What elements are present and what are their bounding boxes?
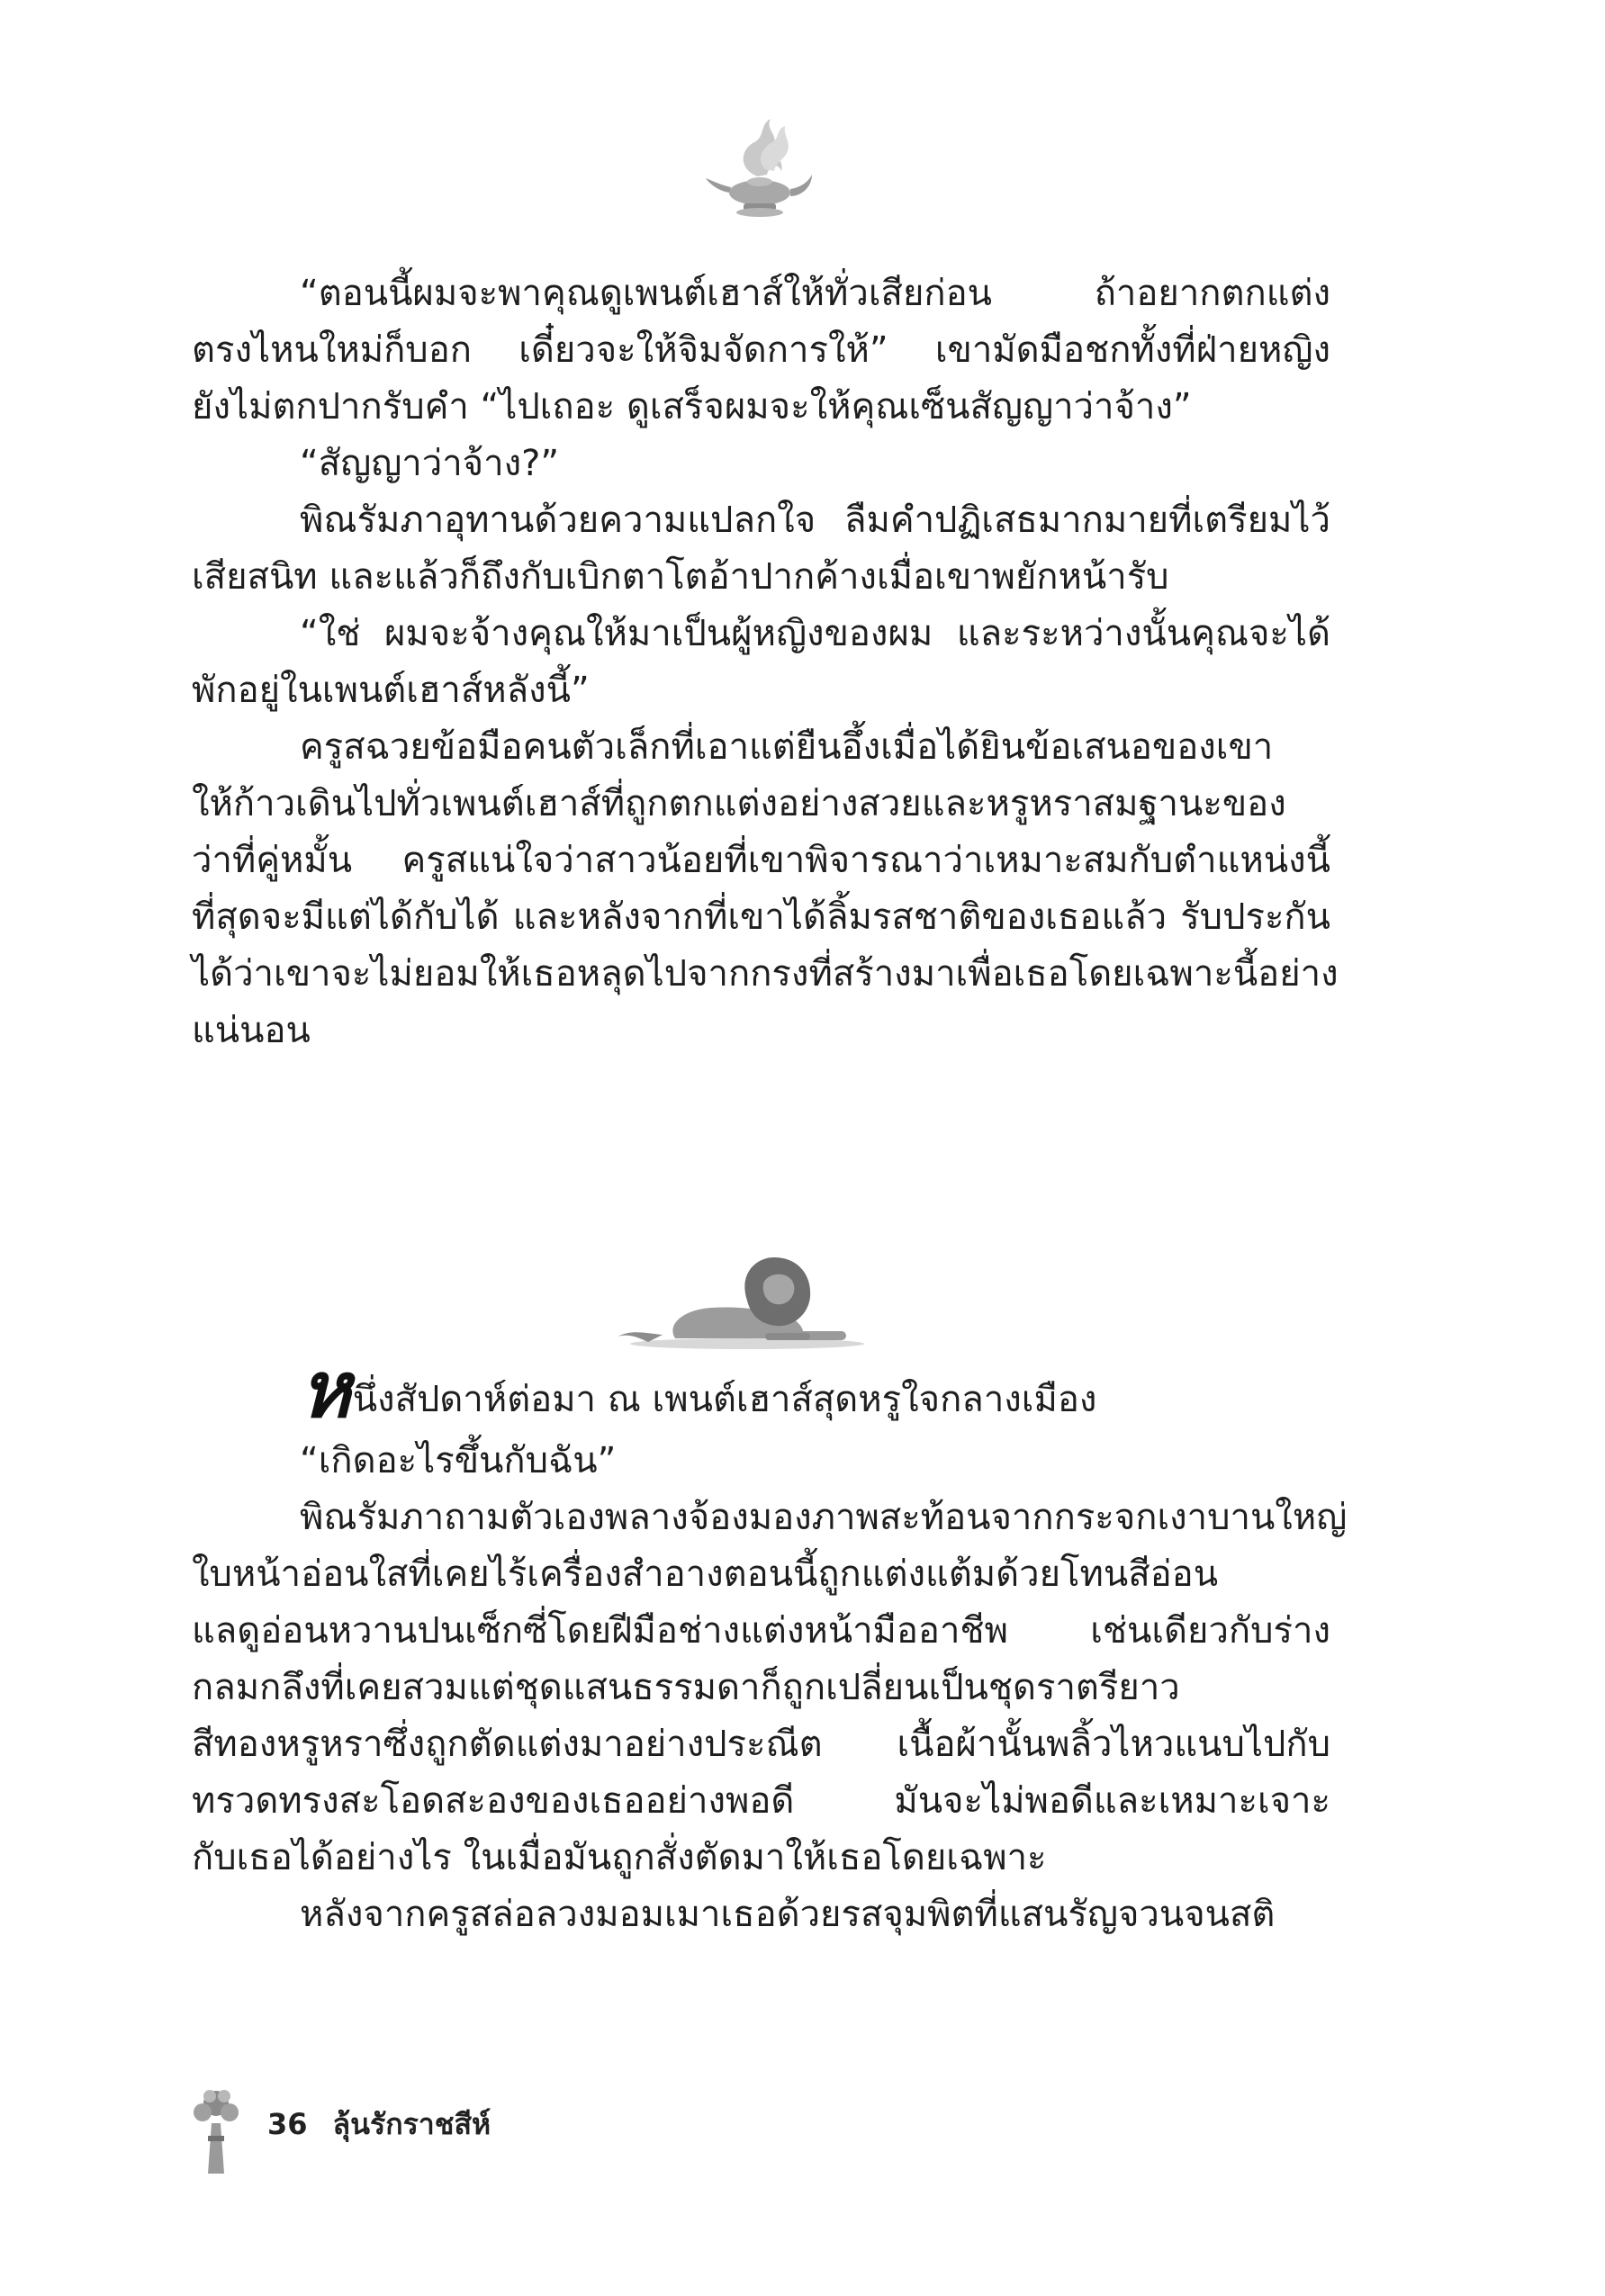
- text-block-top: [192, 266, 1339, 1059]
- page-number: 36: [267, 2107, 308, 2141]
- text-line: สีทองหรูหราซึ่งถูกตัดแต่งมาอย่างประณีต เนื้อผ้านั้นพลิ้วไหวแนบไปกับ: [192, 1724, 1330, 1765]
- text-line: แลดูอ่อนหวานปนเซ็กซี่โดยฝีมือช่างแต่งหน้ามืออาชีพ เช่นเดียวกับร่าง: [192, 1610, 1330, 1652]
- genie-lamp-icon: [702, 106, 819, 232]
- text-line: ใบหน้าอ่อนใสที่เคยไร้เครื่องสำอางตอนนี้ถูกแต่งแต้มด้วยโทนสีอ่อน: [192, 1553, 1219, 1595]
- text-line: ยังไม่ตกปากรับคำ “ไปเถอะ ดูเสร็จผมจะให้คุณเซ็นสัญญาว่าจ้าง”: [192, 386, 1192, 428]
- text-line: “สัญญาว่าจ้าง?”: [300, 443, 560, 484]
- text-line: “เกิดอะไรขึ้นกับฉัน”: [300, 1440, 617, 1481]
- text-line: กลมกลึงที่เคยสวมแต่ชุดแสนธรรมดาก็ถูกเปลี่ยนเป็นชุดราตรียาว: [192, 1667, 1180, 1708]
- dropcap-letter: ห: [300, 1345, 351, 1436]
- lion-icon: [612, 1238, 882, 1355]
- text-line: ทรวดทรงสะโอดสะองของเธออย่างพอดี มันจะไม่พอดีและเหมาะเจาะ: [192, 1780, 1330, 1822]
- text-line: ที่สุดจะมีแต่ได้กับได้ และหลังจากที่เขาได้ลิ้มรสชาติของเธอแล้ว รับประกัน: [192, 896, 1330, 938]
- page-footer: [185, 2093, 491, 2156]
- text-line: พักอยู่ในเพนต์เฮาส์หลังนี้”: [192, 670, 590, 711]
- flower-bouquet-icon: [185, 2084, 248, 2183]
- text-line: ว่าที่คู่หมั้น ครูสแน่ใจว่าสาวน้อยที่เขาพิจารณาว่าเหมาะสมกับตำแหน่งนี้: [192, 840, 1330, 881]
- text-line: ครูสฉวยข้อมือคนตัวเล็กที่เอาแต่ยืนอึ้งเมื่อได้ยินข้อเสนอของเขา: [300, 726, 1274, 768]
- book-title: ลุ้นรักราชสีห์: [332, 2106, 491, 2141]
- section-opening-line: [300, 1345, 1097, 1436]
- text-line: แน่นอน: [192, 1010, 311, 1051]
- text-line: เสียสนิท และแล้วก็ถึงกับเบิกตาโตอ้าปากค้างเมื่อเขาพยักหน้ารับ: [192, 556, 1169, 598]
- text-line: หลังจากครูสล่อลวงมอมเมาเธอด้วยรสจุมพิตที่แสนรัญจวนจนสติ: [300, 1894, 1276, 1935]
- text-line: “ใช่ ผมจะจ้างคุณให้มาเป็นผู้หญิงของผม และระหว่างนั้นคุณจะได้: [300, 613, 1330, 654]
- section-opening-text: นึ่งสัปดาห์ต่อมา ณ เพนต์เฮาส์สุดหรูใจกลางเมือง: [352, 1379, 1097, 1420]
- text-line: ตรงไหนใหม่ก็บอก เดี๋ยวจะให้จิมจัดการให้” เขามัดมือชกทั้งที่ฝ่ายหญิง: [192, 329, 1330, 371]
- text-line: พิณรัมภาถามตัวเองพลางจ้องมองภาพสะท้อนจากกระจกเงาบานใหญ่: [300, 1497, 1348, 1538]
- text-line: “ตอนนี้ผมจะพาคุณดูเพนต์เฮาส์ให้ทั่วเสียก่อน ถ้าอยากตกแต่ง: [300, 273, 1330, 314]
- text-line: ได้ว่าเขาจะไม่ยอมให้เธอหลุดไปจากกรงที่สร้างมาเพื่อเธอโดยเฉพาะนี้อย่าง: [192, 953, 1339, 995]
- text-block-bottom: [192, 1433, 1348, 1943]
- text-line: ให้ก้าวเดินไปทั่วเพนต์เฮาส์ที่ถูกตกแต่งอย่างสวยและหรูหราสมฐานะของ: [192, 783, 1286, 824]
- text-line: พิณรัมภาอุทานด้วยความแปลกใจ ลืมคำปฏิเสธมากมายที่เตรียมไว้: [300, 500, 1330, 541]
- text-line: กับเธอได้อย่างไร ในเมื่อมันถูกสั่งตัดมาให้เธอโดยเฉพาะ: [192, 1837, 1047, 1878]
